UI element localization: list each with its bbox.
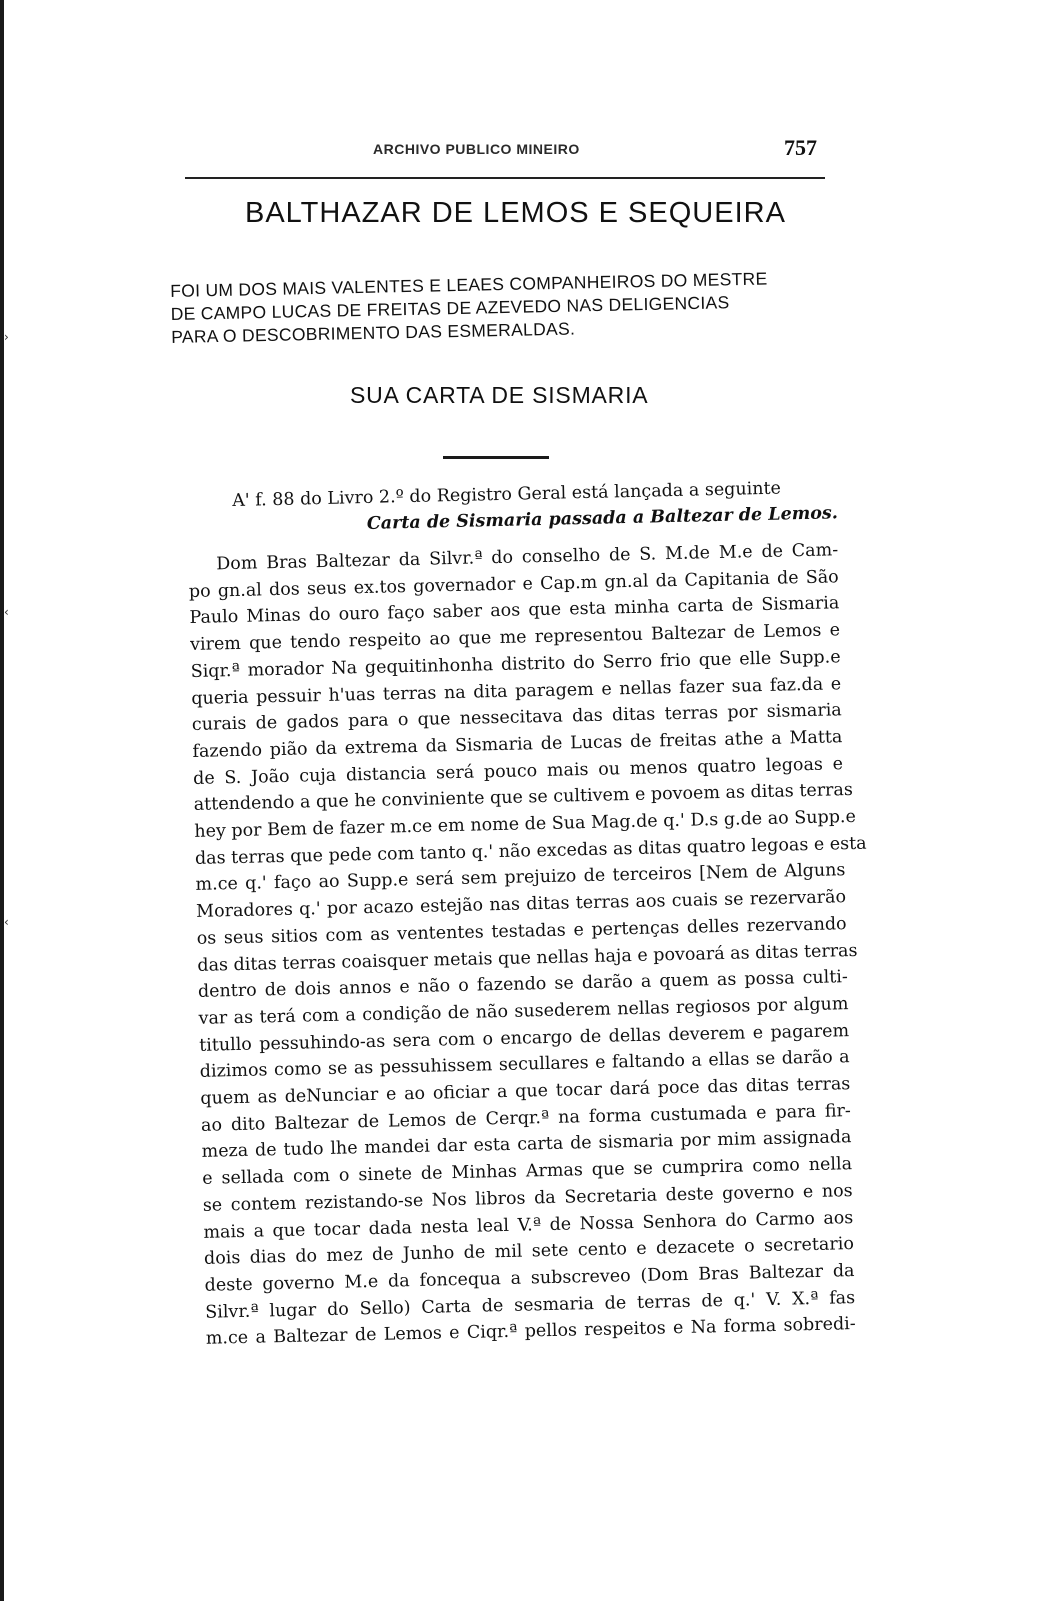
body-line: hey por Bem de fazer m.ce em nome de Sua Mag.de q.' D.s g.de ao Supp.e [194, 806, 857, 842]
body-line: fazendo pião da extrema da Sismaria de Lucas de freitas athe a Matta [192, 727, 843, 762]
intro-line: A' f. 88 do Livro 2.º do Registro Geral está lançada a seguinte [232, 478, 782, 511]
body-line: queria pessuir h'uas terras na dita paragem e nellas fazer sua faz.da e [191, 673, 842, 709]
body-line: m.ce q.' faço ao Supp.e será sem prejuizo de terceiros [Nem de Alguns [195, 860, 846, 896]
article-subtitle [170, 266, 831, 349]
margin-mark: › [4, 330, 9, 344]
body-line: po gn.al dos seus ex.tos governador e Cap.m gn.al da Capitania de São [188, 566, 839, 602]
body-line: mais a que tocar dada nesta leal V.ª de Nossa Senhora do Carmo aos [203, 1207, 854, 1243]
body-line: quem as deNunciar e ao oficiar a que tocar dará poce das ditas terras [200, 1074, 851, 1109]
body-line: attendendo a que he conviniente que se cultivem e povoem as ditas terras [193, 780, 854, 816]
body-line: m.ce a Baltezar de Lemos e Ciqr.ª pellos respeitos e Na forma sobredi- [205, 1314, 856, 1350]
subtitle-line: PARA O DESCOBRIMENTO DAS ESMERALDAS. [170, 318, 576, 347]
body-line: dois dias do mez de Junho de mil sete cento e dezacete o secretario [203, 1234, 855, 1270]
intro-caption: Carta de Sismaria passada a Baltezar de Lemos. [366, 503, 839, 534]
subtitle-line: FOI UM DOS MAIS VALENTES E LEAES COMPANHEIROS DO MESTRE [170, 268, 768, 301]
body-line: deste governo M.e da foncequa a subscreveo (Dom Bras Baltezar da [204, 1261, 855, 1296]
body-line: meza de tudo lhe mandei dar esta carta de sismaria por mim assignada [201, 1127, 852, 1163]
subtitle-line: DE CAMPO LUCAS DE FREITAS DE AZEVEDO NAS DELIGENCIAS [170, 292, 730, 324]
body-line: das terras que pede com tanto q.' não excedas as ditas quatro legoas e esta [194, 833, 867, 869]
body-line: dizimos como se as pessuhissem secullares e faltando a ellas se darão a [199, 1047, 850, 1083]
section-title: SUA CARTA DE SISMARIA [350, 382, 649, 408]
page-header [185, 133, 825, 181]
body-line: os seus sitios com as vententes testadas e pertenças delles rezervando [196, 914, 847, 949]
margin-mark: ‹ [4, 605, 9, 619]
body-line: Paulo Minas do ouro faço saber aos que esta minha carta de Sismaria [189, 593, 840, 629]
body-line: Siqr.ª morador Na gequitinhonha distrito do Serro frio que elle Supp.e [190, 647, 841, 682]
body-line: dentro de dois annos e não o fazendo se darão a quem as possa culti- [197, 967, 849, 1003]
body-paragraph [188, 537, 867, 1353]
body-line: var as terá com a condição de não susederem nellas regiosos por algum [198, 994, 849, 1029]
body-line: curais de gados para o que nessecitava das ditas terras por sismaria [191, 700, 842, 736]
margin-mark: ‹ [4, 915, 9, 929]
body-line: virem que tendo respeito ao que me representou Baltezar de Lemos e [189, 620, 841, 656]
body-line: Dom Bras Baltezar da Silvr.ª do conselho de S. M.de M.e de Cam- [216, 540, 839, 575]
page-number: 757 [784, 135, 817, 160]
body-line: de S. João cuja distancia será pouco mais ou menos quatro legoas e [192, 753, 844, 789]
intro-paragraph [232, 474, 839, 540]
header-rule [185, 177, 825, 179]
running-head: ARCHIVO PUBLICO MINEIRO [373, 141, 580, 157]
body-line: se contem rezistando-se Nos libros da Secretaria deste governo e nos [202, 1180, 853, 1216]
body-line: titullo pessuhindo-as sera com o encargo de dellas deverem e pagarem [198, 1020, 850, 1056]
body-line: e sellada com o sinete de Minhas Armas que se cumprira como nella [202, 1154, 853, 1190]
body-line: ao dito Baltezar de Lemos de Cerqr.ª na forma custumada e para fir- [200, 1100, 852, 1136]
scan-edge [0, 0, 4, 1601]
body-line: Moradores q.' por acazo estejão nas ditas terras aos cuais se rezervarão [195, 887, 847, 923]
body-line: das ditas terras coaisquer metais que nellas haja e povoará as ditas terras [197, 940, 858, 976]
section-divider [443, 456, 549, 459]
article-title: BALTHAZAR DE LEMOS E SEQUEIRA [245, 197, 786, 229]
body-line: Silvr.ª lugar do Sello) Carta de sesmaria de terras de q.' V. X.ª fas [205, 1287, 856, 1323]
